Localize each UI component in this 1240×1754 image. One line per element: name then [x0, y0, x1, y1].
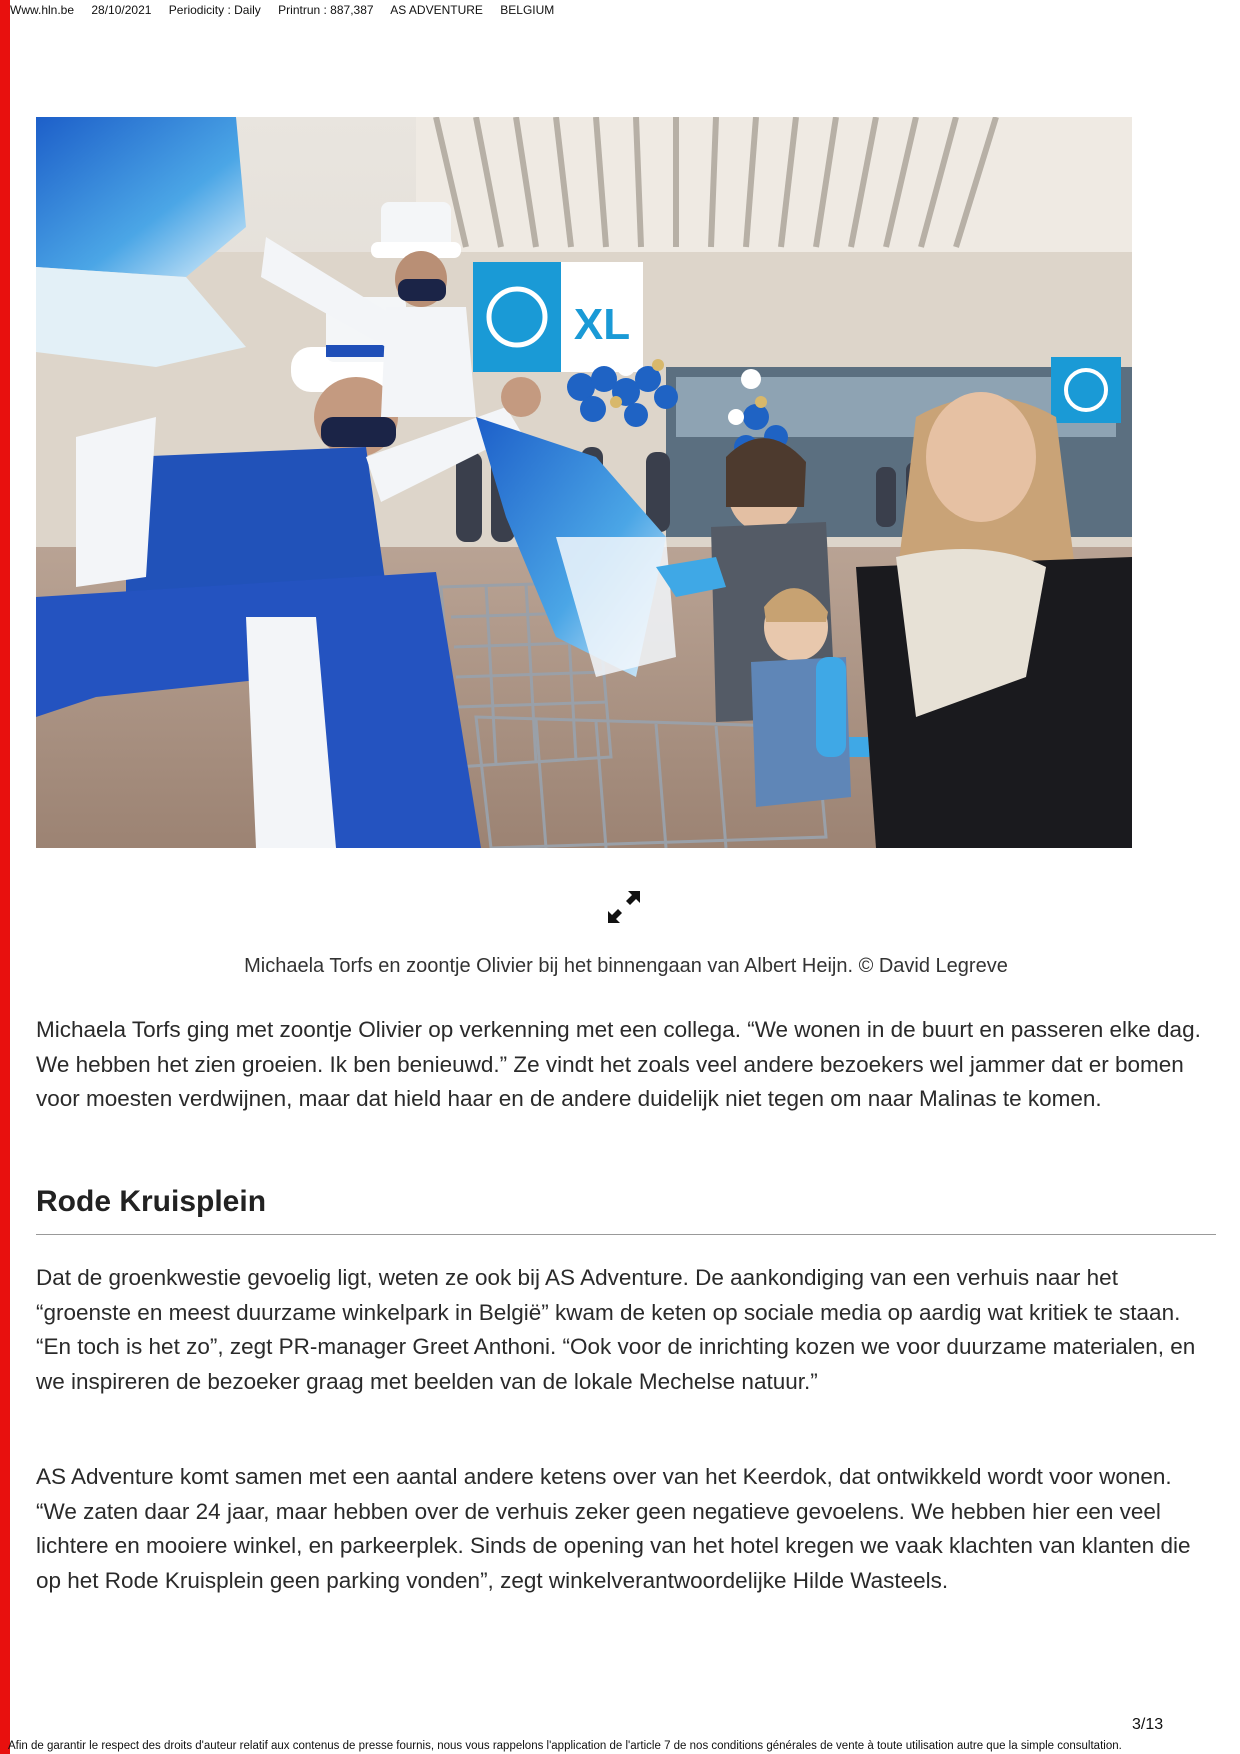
article-paragraph-2: Dat de groenkwestie gevoelig ligt, weten ze ook bij AS Adventure. De aankondiging van een verhuis naar het “groenste en meest duurzame winkelpark in België” kwam de keten op sociale media op aardig wat kritiek te staan. “En toch is het zo”, zegt PR-manager Greet Anthoni. “Ook voor de inrichting kozen we voor duurzame materialen, en we inspireren de bezoeker graag met beelden van de lokale Mechelse natuur.”: [36, 1265, 1196, 1394]
copyright-footer: Afin de garantir le respect des droits d'auteur relatif aux contenus de presse fournis, nous vous rappelons l'application de l'article 7 de nos conditions générales de vente à toute utilisation autre que la simple consultation.: [8, 1740, 1122, 1752]
expand-icon[interactable]: [606, 889, 642, 925]
header-printrun: Printrun : 887,387: [278, 3, 374, 17]
page-number: 3/13: [1132, 1716, 1164, 1733]
article-paragraph-1: Michaela Torfs ging met zoontje Olivier op verkenning met een collega. “We wonen in de buurt en passeren elke dag. We hebben het zien groeien. Ik ben benieuwd.” Ze vindt het zoals veel andere bezoekers wel jammer dat er bomen voor moesten verdwijnen, maar dat hield haar en de andere duidelijk niet tegen om naar Malinas te komen.: [36, 1017, 1201, 1111]
header-periodicity: Periodicity : Daily: [168, 3, 261, 17]
heading-divider: [36, 1234, 1216, 1235]
photo-caption: Michaela Torfs en zoontje Olivier bij het binnengaan van Albert Heijn. © David Legreve: [244, 955, 1008, 977]
header-client: AS ADVENTURE: [390, 3, 483, 17]
header-date: 28/10/2021: [91, 3, 152, 17]
article-paragraph-3: AS Adventure komt samen met een aantal andere ketens over van het Keerdok, dat ontwikkeld wordt voor wonen. “We zaten daar 24 jaar, maar hebben over de verhuis zeker geen negatieve gevoelens. We hebben hier een veel lichtere en mooiere winkel, en parkeerplek. Sinds de opening van het hotel kregen we vaak klachten van klanten die op het Rode Kruisplein geen parking vonden”, zegt winkelverantwoordelijke Hilde Wasteels.: [36, 1464, 1191, 1593]
red-margin-bar: [0, 0, 10, 1754]
header-source: Www.hln.be: [10, 3, 75, 17]
article-photo[interactable]: [36, 117, 1132, 848]
clipping-header: [10, 3, 568, 17]
section-heading: Rode Kruisplein: [36, 1185, 267, 1218]
header-country: BELGIUM: [500, 3, 555, 17]
storefront-logo-text: XL: [573, 300, 631, 349]
